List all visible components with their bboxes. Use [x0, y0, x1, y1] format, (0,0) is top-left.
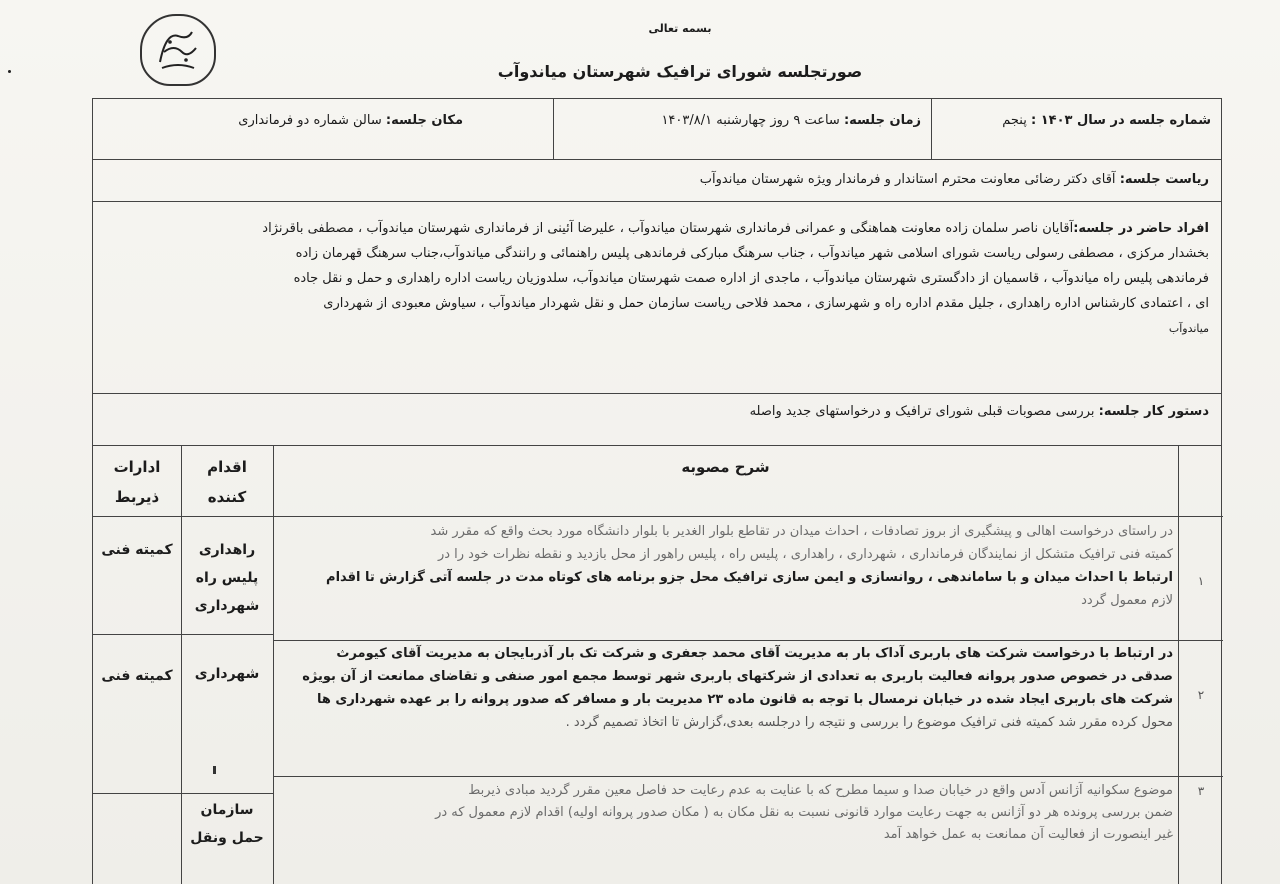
table-row-divider	[93, 634, 273, 635]
session-place-value: سالن شماره دو فرمانداری	[238, 113, 382, 128]
row-number: ۱	[1197, 574, 1205, 588]
agenda-value: بررسی مصوبات قبلی شورای ترافیک و درخواستهای جدید واصله	[749, 404, 1095, 419]
table-row-divider	[93, 793, 273, 794]
resolution-1-line-1: در راستای درخواست اهالی و پیشگیری از بروز تصادفات ، احداث میدان در تقاطع بلوار الغدیر با بلوار دانشگاه مورد بحث واقع که مقرر شد	[430, 524, 1173, 539]
bismillah-text: بسمه تعالی	[648, 22, 712, 35]
attendees-label: افراد حاضر در جلسه:	[1073, 221, 1209, 236]
executor-2	[181, 660, 273, 688]
attendees-row	[92, 202, 1222, 394]
chair-row	[92, 160, 1222, 202]
council-seal-icon	[140, 14, 216, 86]
session-time-label: زمان جلسه:	[843, 113, 921, 128]
col-header-dept-line1: ادارات	[113, 458, 161, 476]
agenda-row	[92, 394, 1222, 446]
row-number: ۳	[1197, 784, 1205, 798]
executor-1-line-2: پلیس راه	[195, 570, 259, 586]
session-number-label: شماره جلسه در سال ۱۴۰۳ :	[1030, 113, 1211, 128]
executor-2-line-1: شهرداری	[194, 666, 260, 682]
executor-1-line-3: شهرداری	[194, 598, 260, 614]
resolution-2-line-3: شرکت های باربری ایجاد شده در خیابان نرمسال با توجه به قانون ماده ۲۳ مدیریت بار و مسافر که صدور پروانه را بر عهده شهرداری ها	[316, 692, 1173, 707]
resolution-1-line-4: لازم معمول گردد	[1081, 593, 1173, 608]
session-place-label: مکان جلسه:	[385, 113, 463, 128]
session-place-cell	[93, 99, 553, 159]
executor-3	[181, 796, 273, 852]
table-row-divider	[273, 776, 1223, 777]
resolution-text-3	[283, 780, 1173, 846]
executor-1-line-1: راهداری	[198, 542, 256, 558]
attendees-text-1: آقایان ناصر سلمان زاده معاونت هماهنگی و عمرانی فرمانداری شهرستان میاندوآب ، علیرضا آئینی از فرمانداری شهرستان میاندوآب ، مصطفی باقرنژاد	[262, 221, 1074, 236]
col-header-dept	[93, 452, 181, 512]
resolution-text-2	[283, 642, 1173, 734]
resolution-text-1	[283, 520, 1173, 612]
resolution-3-line-1: موضوع سکوانیه آژانس آدس واقع در خیابان صدا و سیما مطرح که با عنایت به عدم رعایت حد فاصل معین مقرر گردید مبادی ذیربط	[468, 783, 1173, 798]
resolutions-table	[92, 446, 1222, 884]
session-time-value: ساعت ۹ روز چهارشنبه ۱۴۰۳/۸/۱	[661, 113, 840, 128]
attendees-line	[105, 216, 1209, 241]
table-divider	[1178, 446, 1179, 884]
agenda-label: دستور کار جلسه:	[1098, 404, 1209, 419]
executor-3-line-1: سازمان	[200, 802, 254, 818]
scan-speck	[8, 70, 11, 73]
scan-mark	[213, 766, 216, 774]
session-number-value: پنجم	[1002, 113, 1027, 128]
col-header-dept-line2: ذیربط	[114, 488, 160, 506]
row-number: ۲	[1197, 688, 1205, 702]
attendees-text-3: فرماندهی پلیس راه میاندوآب ، قاسمیان از دادگستری شهرستان میاندوآب ، ماجدی از اداره صمت شهرستان میاندوآب، سلدوزیان ریاست اداره راهداری و حمل و نقل جاده	[293, 271, 1209, 286]
resolution-1-line-3: ارتباط با احداث میدان و با ساماندهی ، روانسازی و ایمن سازی ترافیک محل جزو برنامه های کوتاه مدت در جلسه آتی گزارش تا اقدام	[326, 570, 1173, 585]
chair-label: ریاست جلسه:	[1119, 172, 1209, 187]
session-time-cell	[553, 99, 931, 159]
table-divider	[273, 446, 274, 884]
dept-1: کمیته فنی	[101, 542, 173, 558]
col-header-desc: شرح مصوبه	[681, 458, 770, 476]
attendees-text-5: میاندوآب	[1168, 322, 1209, 335]
resolution-2-line-2: صدقی در خصوص صدور پروانه فعالیت باربری به تعدادی از شرکتهای باربری شهر توسط مجمع امور صنفی و تقاضای ممانعت از آن بویژه	[302, 669, 1173, 684]
attendees-text-4: ای ، اعتمادی کارشناس اداره راهداری ، جلیل مقدم اداره راه و شهرسازی ، محمد فلاحی ریاست سازمان حمل و نقل شهردار میاندوآب ، سیاوش معبودی از شهرداری	[323, 296, 1209, 311]
col-header-exec	[181, 452, 273, 512]
resolution-2-line-4: محول کرده مقرر شد کمیته فنی ترافیک موضوع را بررسی و نتیجه را درجلسه بعدی،گزارش تا اتخاذ تصمیم گردد .	[565, 715, 1173, 730]
col-header-exec-line2: کننده	[207, 488, 247, 506]
table-row-divider	[273, 640, 1223, 641]
resolution-2-line-1: در ارتباط با درخواست شرکت های باربری آداک بار به مدیریت آقای محمد جعفری و شرکت تک بار آذربایجان به مدیریت آقای کیومرث	[336, 646, 1173, 661]
table-row-divider	[93, 516, 1223, 517]
session-number-cell	[931, 99, 1221, 159]
resolution-1-line-2: کمیته فنی ترافیک متشکل از نمایندگان فرمانداری ، شهرداری ، راهداری ، پلیس راه ، پلیس راهور از محل بازدید و نقطه نظرات خود را در	[437, 547, 1173, 562]
page-title: صورتجلسه شورای ترافیک شهرستان میاندوآب	[497, 62, 863, 81]
meeting-meta-row	[92, 98, 1222, 160]
chair-value: آقای دکتر رضائی معاونت محترم استاندار و فرماندار ویژه شهرستان میاندوآب	[699, 172, 1116, 187]
resolution-3-line-2: ضمن بررسی پرونده هر دو آژانس به جهت رعایت موارد قانونی نسبت به نقل مکان به ( مکان صدور پروانه اولیه) اقدام لازم معمول که در	[435, 805, 1173, 820]
attendees-text-2: بخشدار مرکزی ، مصطفی رسولی ریاست شورای اسلامی شهر میاندوآب ، جناب سرهنگ مبارکی فرماندهی پلیس راهنمائی و رانندگی میاندوآب،جناب سرهنگ قهرمان زاده	[295, 246, 1209, 261]
executor-3-line-2: حمل ونقل	[190, 830, 264, 846]
col-header-exec-line1: اقدام	[207, 458, 247, 476]
dept-2: کمیته فنی	[101, 668, 173, 684]
resolution-3-line-3: غیر اینصورت از فعالیت آن ممانعت به عمل خواهد آمد	[883, 827, 1173, 842]
executor-1	[181, 536, 273, 620]
